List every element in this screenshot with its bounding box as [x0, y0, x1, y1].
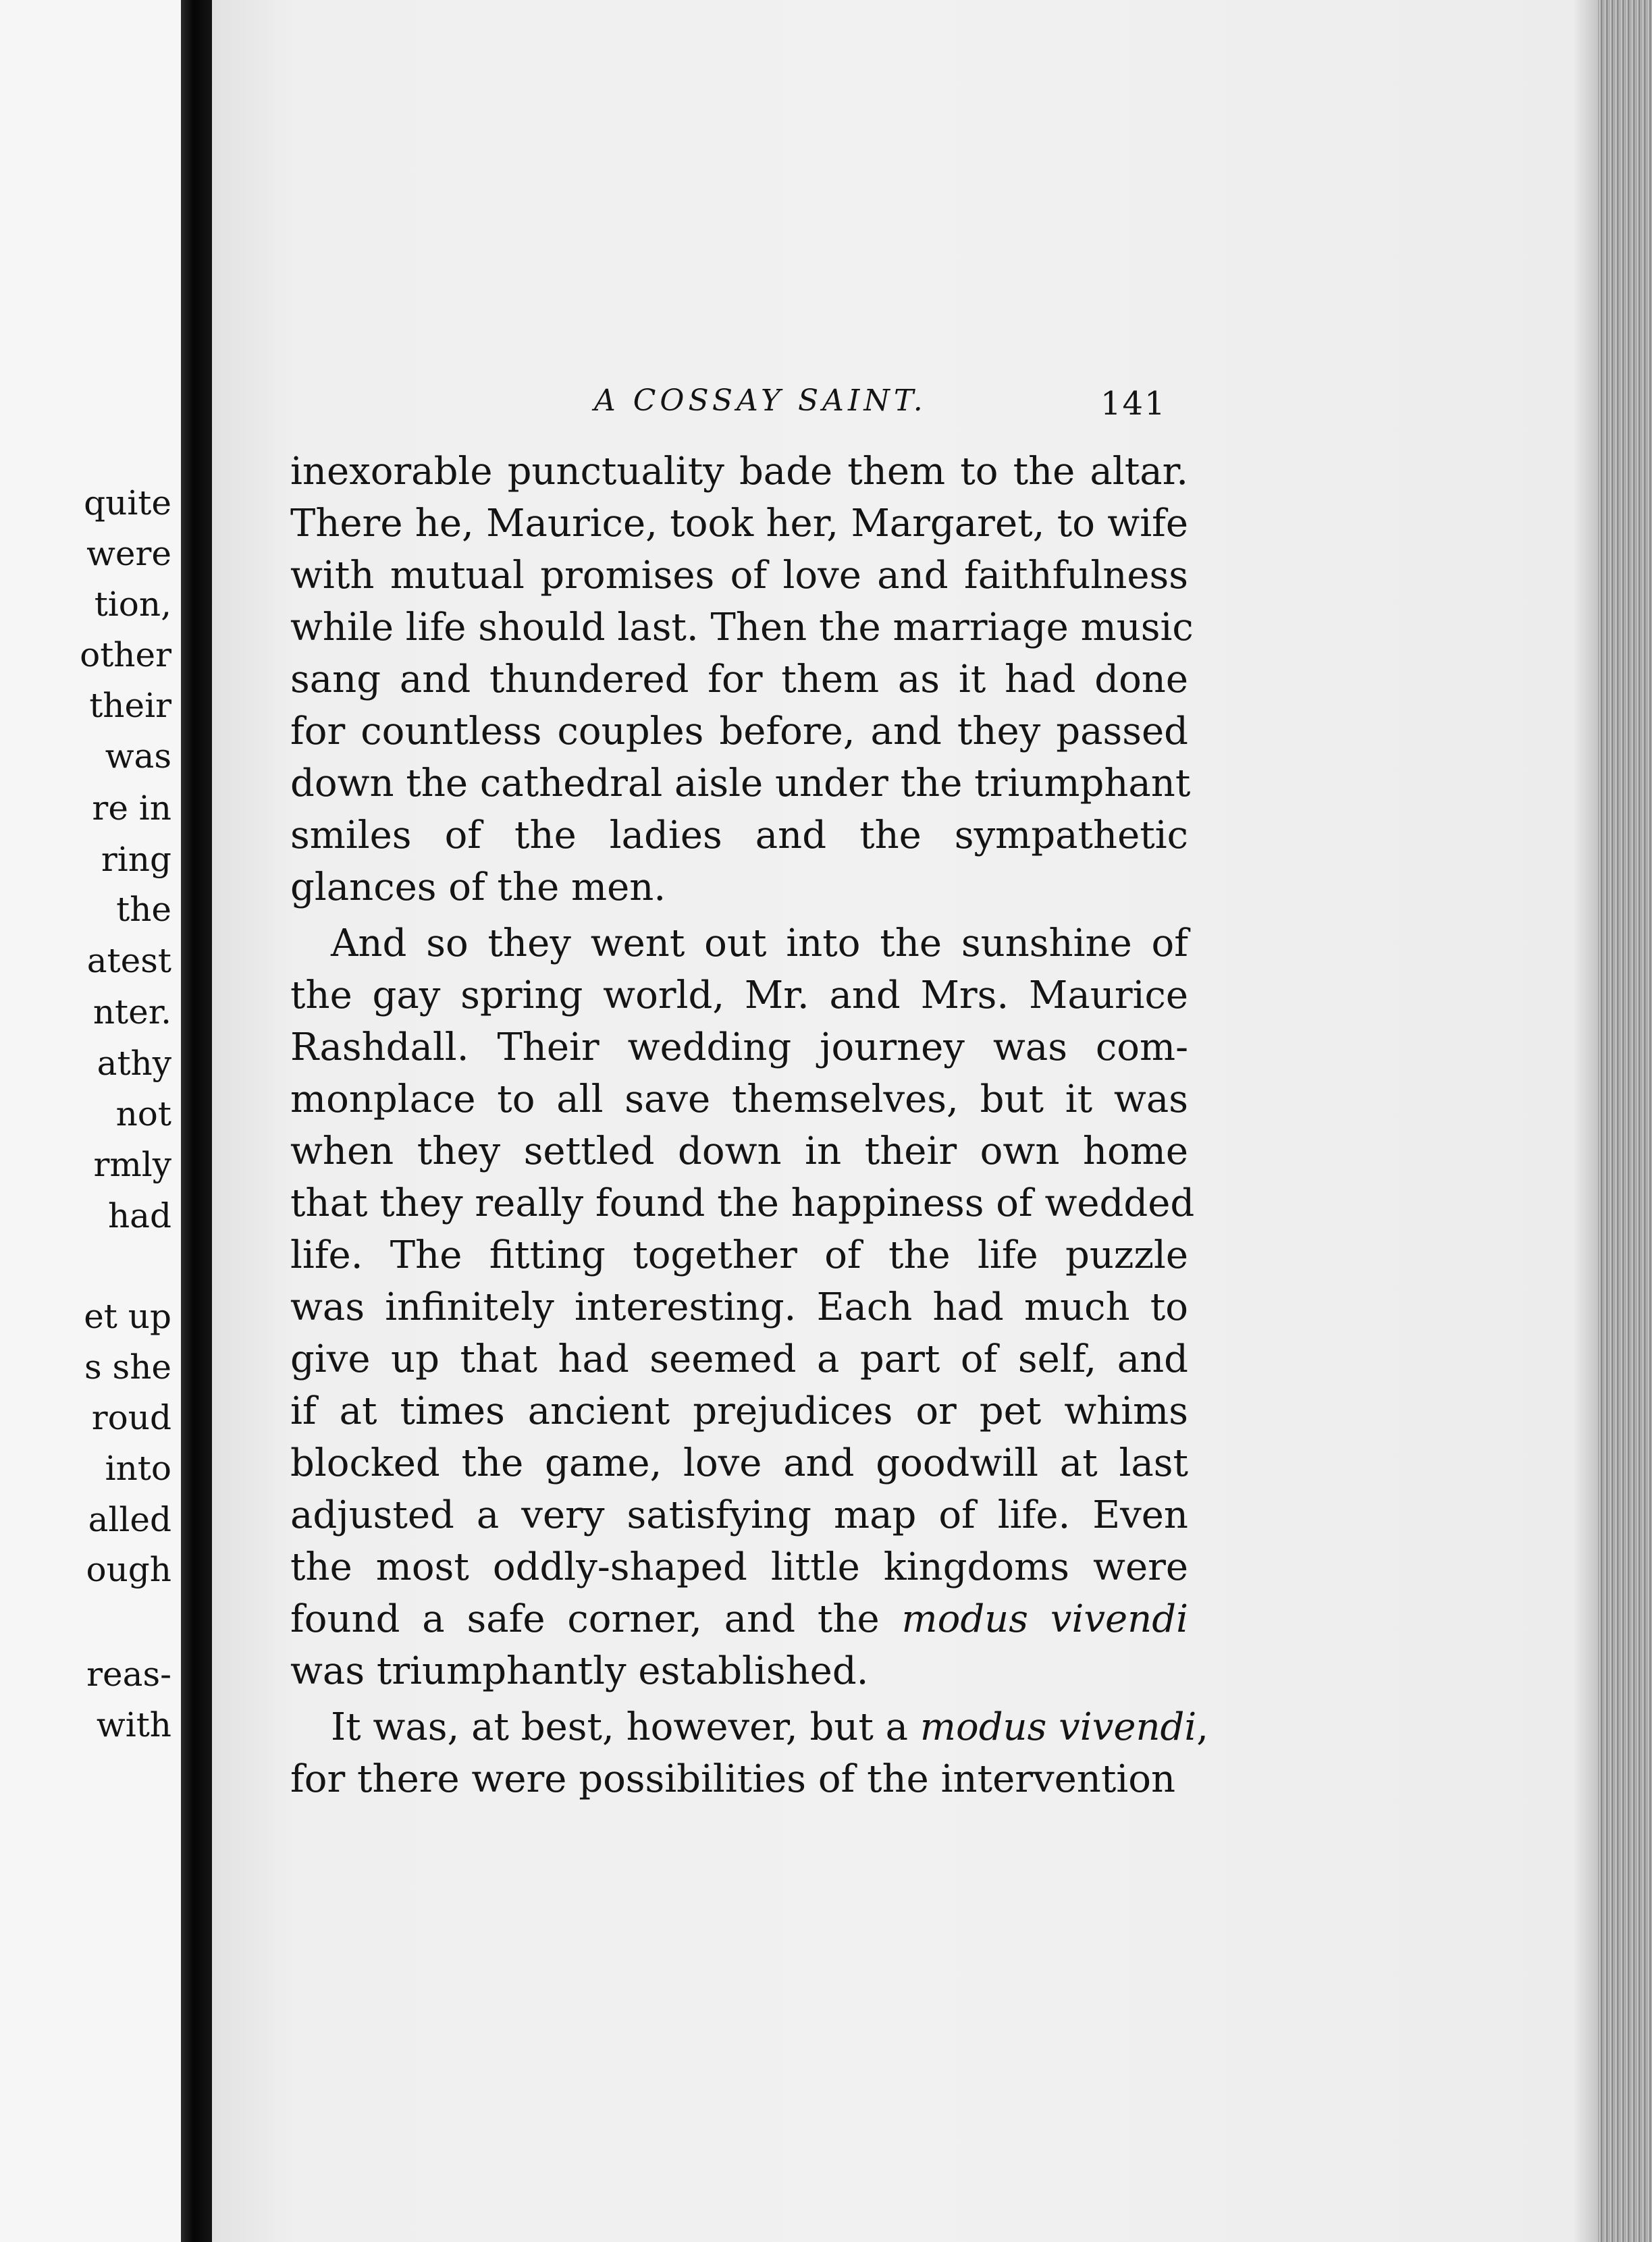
text-line: was triumphantly established. — [290, 1649, 869, 1693]
facing-page-line: quite — [84, 483, 171, 523]
facing-page-line: was — [105, 737, 171, 776]
book-gutter — [181, 0, 212, 2242]
facing-page-line: not — [115, 1094, 171, 1133]
facing-page-line: were — [86, 534, 171, 573]
text-line: inexorable punctuality bade them to the altar. — [290, 450, 1188, 493]
text-line: the gay spring world, Mr. and Mrs. Maurice — [290, 973, 1188, 1017]
page-edge-shadow — [1573, 0, 1600, 2242]
facing-page-line: with — [96, 1705, 171, 1744]
facing-page-line: re in — [92, 789, 171, 828]
text-line: And so they went out into the sunshine of — [331, 922, 1188, 965]
text-line: when they settled down in their own home — [290, 1129, 1188, 1173]
text-line: for countless couples before, and they passed — [290, 710, 1188, 753]
facing-page-line: other — [80, 635, 171, 674]
text-line: There he, Maurice, took her, Margaret, to wife — [290, 502, 1188, 545]
facing-page-line: had — [107, 1196, 171, 1235]
paragraph — [290, 1701, 1209, 1805]
text-line: give up that had seemed a part of self, and — [290, 1337, 1188, 1381]
running-title: A COSSAY SAINT. — [594, 383, 927, 418]
facing-page-line: the — [116, 890, 171, 929]
text-line: monplace to all save themselves, but it was — [290, 1077, 1188, 1121]
text-line: glances of the men. — [290, 865, 666, 909]
text-line: with mutual promises of love and faithfulness — [290, 554, 1188, 597]
text-line: the most oddly-shaped little kingdoms were — [290, 1545, 1188, 1589]
facing-page-line: athy — [97, 1044, 171, 1083]
facing-page-line: ough — [86, 1550, 171, 1589]
facing-page — [0, 0, 181, 2242]
text-line: found a safe corner, and the modus vivendi — [290, 1597, 1189, 1641]
text-line: that they really found the happiness of wedded — [290, 1181, 1195, 1225]
facing-page-line: their — [89, 686, 171, 725]
body-text — [290, 446, 1209, 1805]
text-line: smiles of the ladies and the sympathetic — [290, 813, 1188, 857]
facing-page-line: rmly — [93, 1145, 171, 1184]
facing-page-line: atest — [86, 941, 171, 980]
text-line: adjusted a very satisfying map of life. Even — [290, 1493, 1188, 1537]
paragraph — [290, 917, 1195, 1697]
text-line: life. The fitting together of the life puzzle — [290, 1233, 1188, 1277]
page-number: 141 — [1100, 385, 1167, 423]
page-fore-edge — [1598, 0, 1652, 2242]
text-line: for there were possibilities of the intervention — [290, 1757, 1176, 1801]
text-line: while life should last. Then the marriage music — [290, 606, 1194, 649]
text-line: down the cathedral aisle under the triumphant — [290, 762, 1191, 805]
text-line: if at times ancient prejudices or pet whims — [290, 1389, 1188, 1433]
text-line: It was, at best, however, but a modus vivendi, — [331, 1705, 1209, 1749]
facing-page-line: into — [105, 1449, 171, 1488]
facing-page-line: et up — [84, 1297, 171, 1336]
facing-page-line: alled — [88, 1500, 171, 1539]
facing-page-line: roud — [91, 1398, 171, 1437]
facing-page-line: nter. — [92, 992, 171, 1032]
facing-page-line: reas- — [86, 1655, 171, 1694]
paragraph — [290, 446, 1194, 913]
facing-page-line: ring — [101, 840, 171, 879]
text-line: blocked the game, love and goodwill at last — [290, 1441, 1188, 1485]
text-line: sang and thundered for them as it had done — [290, 658, 1188, 701]
text-line: was infinitely interesting. Each had much to — [290, 1285, 1188, 1329]
facing-page-line: s she — [84, 1347, 171, 1387]
text-line: Rashdall. Their wedding journey was com- — [290, 1025, 1188, 1069]
facing-page-line: tion, — [94, 585, 171, 624]
